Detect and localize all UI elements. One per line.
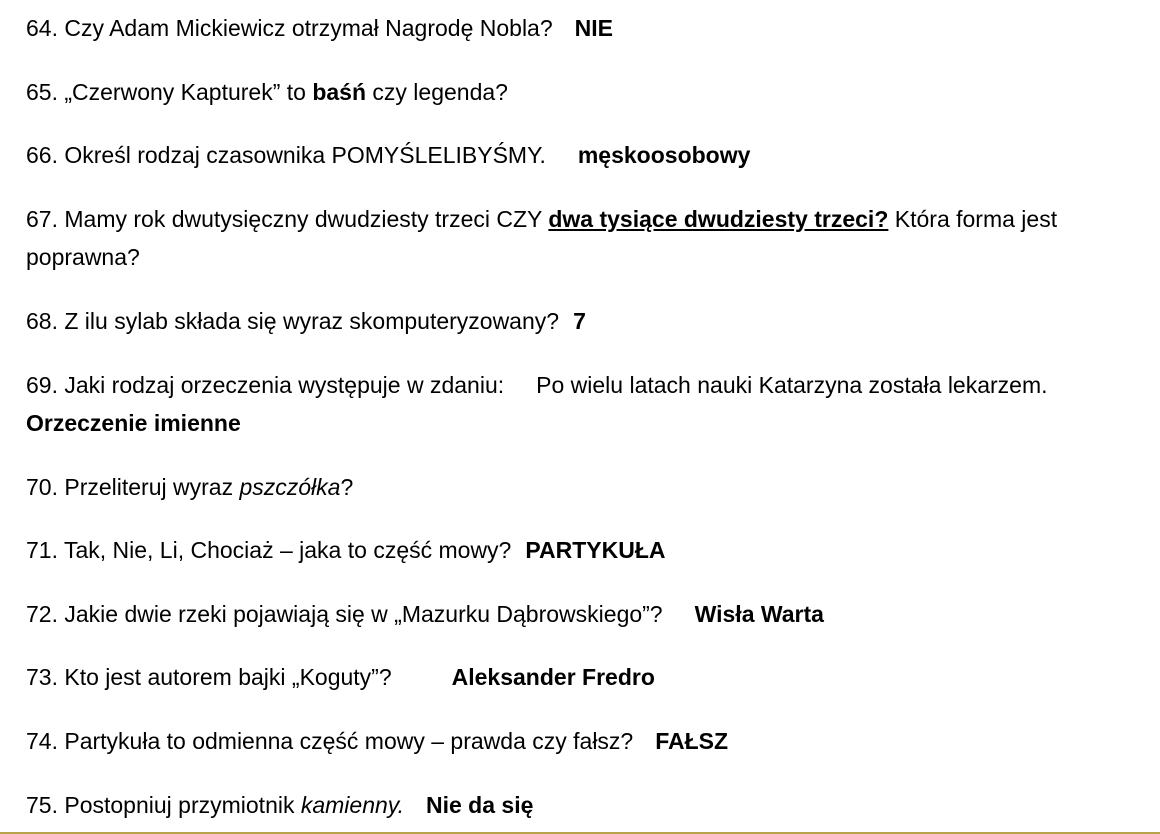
question-68-text: 68. Z ilu sylab składa się wyraz skomputeryzowany? — [26, 308, 560, 334]
question-74-answer: FAŁSZ — [655, 728, 729, 754]
question-75-answer: Nie da się — [425, 792, 534, 818]
question-69-text: 69. Jaki rodzaj orzeczenia występuje w zdaniu: — [26, 372, 505, 398]
question-68 — [26, 302, 1146, 340]
question-73-answer: Aleksander Fredro — [451, 664, 655, 690]
question-74-text: 74. Partykuła to odmienna część mowy – prawda czy fałsz? — [26, 728, 634, 754]
question-72-answer: Wisła Warta — [694, 601, 824, 627]
question-72 — [26, 595, 1146, 633]
question-71 — [26, 531, 1146, 569]
question-69 — [26, 366, 1146, 442]
question-70-prefix: 70. Przeliteruj wyraz — [26, 474, 240, 500]
question-70-suffix: ? — [340, 474, 354, 500]
question-64-text: 64. Czy Adam Mickiewicz otrzymał Nagrodę Nobla? — [26, 15, 553, 41]
question-75-word: kamienny. — [300, 792, 404, 818]
question-69-answer: Orzeczenie imienne — [26, 410, 241, 436]
question-70 — [26, 468, 1146, 506]
question-65-prefix: 65. „Czerwony Kapturek” to — [26, 79, 313, 105]
question-68-answer: 7 — [573, 308, 586, 334]
question-72-text: 72. Jakie dwie rzeki pojawiają się w „Mazurku Dąbrowskiego”? — [26, 601, 663, 627]
question-75-prefix: 75. Postopniuj przymiotnik — [26, 792, 301, 818]
question-73-text: 73. Kto jest autorem bajki „Koguty”? — [26, 664, 392, 690]
question-66 — [26, 136, 1146, 174]
question-69-sentence: Po wielu latach nauki Katarzyna została lekarzem. — [536, 372, 1048, 398]
question-65-suffix: czy legenda? — [366, 79, 508, 105]
question-65-answer: baśń — [312, 79, 367, 105]
question-70-word: pszczółka — [239, 474, 341, 500]
question-71-answer: PARTYKUŁA — [525, 537, 666, 563]
question-64-answer: NIE — [574, 15, 613, 41]
question-71-text: 71. Tak, Nie, Li, Chociaż – jaka to część mowy? — [26, 537, 512, 563]
question-67-prefix: 67. Mamy rok dwutysięczny dwudziesty trzeci CZY — [26, 206, 549, 232]
question-67-answer: dwa tysiące dwudziesty trzeci? — [548, 206, 889, 232]
question-67-suffix: Która forma jest — [888, 206, 1058, 232]
question-75 — [26, 786, 1146, 824]
question-66-text: 66. Określ rodzaj czasownika POMYŚLELIBYŚMY. — [26, 142, 546, 168]
question-66-answer: męskoosobowy — [577, 142, 751, 168]
question-67 — [26, 200, 1146, 276]
question-67-line2: poprawna? — [26, 244, 140, 270]
question-73 — [26, 658, 1146, 696]
question-64 — [26, 9, 1146, 47]
question-74 — [26, 722, 1146, 760]
question-65 — [26, 73, 1146, 111]
